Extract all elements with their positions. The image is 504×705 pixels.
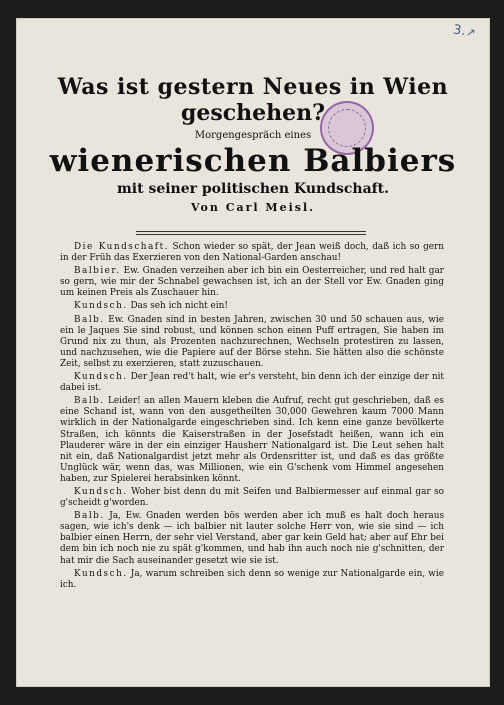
speaker-name: Kundsch. bbox=[74, 486, 128, 497]
speaker-name: Balbier. bbox=[74, 266, 121, 277]
paragraph-text: Ja, Ew. Gnaden werden bös werden aber ich muß es halt doch heraus sagen, wie ich's denk — ich balbier nit lauter solche Herr von, wie sie sind — ich balbier einen Herrn, der sehr viel Verstand, aber gar kein Geld hat; aber auf Ehr bei dem bin ich noch nie zu spät g'kommen, und hab ihn auch noch nie g'schnitten, der hat mir die Sach auseinander gesetzt wie sie ist. bbox=[60, 511, 444, 566]
divider-rule bbox=[136, 234, 366, 235]
title-line-3: wienerischen Balbiers bbox=[49, 143, 457, 179]
title-line-2: geschehen? bbox=[180, 100, 326, 126]
document-page bbox=[16, 18, 490, 687]
dialogue-paragraph bbox=[60, 569, 444, 591]
title-line-1: Was ist gestern Neues in Wien bbox=[57, 74, 449, 100]
dialogue-paragraph bbox=[60, 266, 444, 299]
speaker-name: Die Kundschaft. bbox=[74, 242, 169, 252]
dialogue-paragraph bbox=[60, 315, 444, 370]
paragraph-text: Ew. Gnaden verzeihen aber ich bin ein Oesterreicher, und red halt gar so gern, wie mir der Schnabel gewachsen ist, ich an der Stell vor Ew. Gnaden ging um keinen Preis als Zuschauer hin. bbox=[60, 266, 444, 299]
title-line-4: mit seiner politischen Kundschaft. bbox=[116, 181, 390, 197]
speaker-name: Kundsch. bbox=[74, 372, 128, 383]
paragraph-text: Woher bist denn du mit Seifen und Balbiermesser auf einmal gar so g'scheidt g'worden. bbox=[60, 486, 444, 509]
dialogue-paragraph bbox=[60, 511, 444, 566]
divider-rule bbox=[136, 231, 366, 232]
paragraph-text: Der Jean red't halt, wie er's versteht, bin denn ich der einzige der nit dabei ist. bbox=[60, 372, 444, 394]
paragraph-text: Ja, warum schreiben sich denn so wenige zur Nationalgarde ein, wie ich. bbox=[60, 568, 444, 590]
dialogue-body bbox=[60, 242, 444, 593]
dialogue-paragraph bbox=[60, 242, 444, 264]
pencil-annotation bbox=[452, 22, 476, 40]
speaker-name: Kundsch. bbox=[74, 301, 128, 312]
speaker-name: Balb. bbox=[74, 314, 105, 325]
document-header bbox=[16, 74, 490, 216]
speaker-name: Balb. bbox=[74, 511, 105, 522]
dialogue-paragraph bbox=[60, 396, 444, 485]
paragraph-text: Schon wieder so spät, der Jean weiß doch, daß ich so gern in der Früh das Exerzieren von den National-Garden anschau! bbox=[60, 242, 445, 264]
author-line: Von Carl Meisl. bbox=[191, 201, 315, 214]
paragraph-text: Ew. Gnaden sind in besten Jahren, zwischen 30 und 50 schauen aus, wie ein le Jaques Sie sind robust, und können schon einen Puff ertragen, Sie haben im Grund nix zu thun, als Prozenten nachzurechnen, Wechseln protestiren zu lassen, und nachzusehen, wie die Papiere auf der Börse stehn. Sie hätten also die schönste Zeit, selbst zu exerzieren, statt zuzuschauen. bbox=[60, 314, 444, 369]
arrow-icon: ↗ bbox=[465, 25, 477, 40]
paragraph-text: Leider! an allen Mauern kleben die Aufruf, recht gut geschrieben, daß es eine Schand ist, wann von den ausgetheilten 30,000 Gewehren kaum 7000 Mann wirklich in der Nationalgarde eingeschrieben sind. Ich kenn eine ganze bevölkerte Straßen, ich könnts die Kaiserstraßen in der Josefstadt heißen, wann ich ein Plauderer wäre in der ein einziger Hausherr Nationalgard ist. Die Leut sehen halt nit ein, daß Nationalgardist jetzt mehr als Ordensritter ist, und daß es das größte Unglück wär, wenn das, was Millionen, wie ein G'schenk vom Himmel angesehen haben, zur Spielerei herabsinken könnt. bbox=[60, 396, 444, 484]
speaker-name: Kundsch. bbox=[74, 568, 128, 579]
subtitle: Morgengespräch eines bbox=[194, 130, 312, 141]
pencil-annotation-text: 3. bbox=[452, 22, 467, 40]
dialogue-paragraph bbox=[60, 372, 444, 394]
dialogue-paragraph bbox=[60, 301, 444, 312]
speaker-name: Balb. bbox=[74, 396, 105, 407]
dialogue-paragraph bbox=[60, 487, 444, 509]
paragraph-text: Das seh ich nicht ein! bbox=[127, 301, 228, 312]
